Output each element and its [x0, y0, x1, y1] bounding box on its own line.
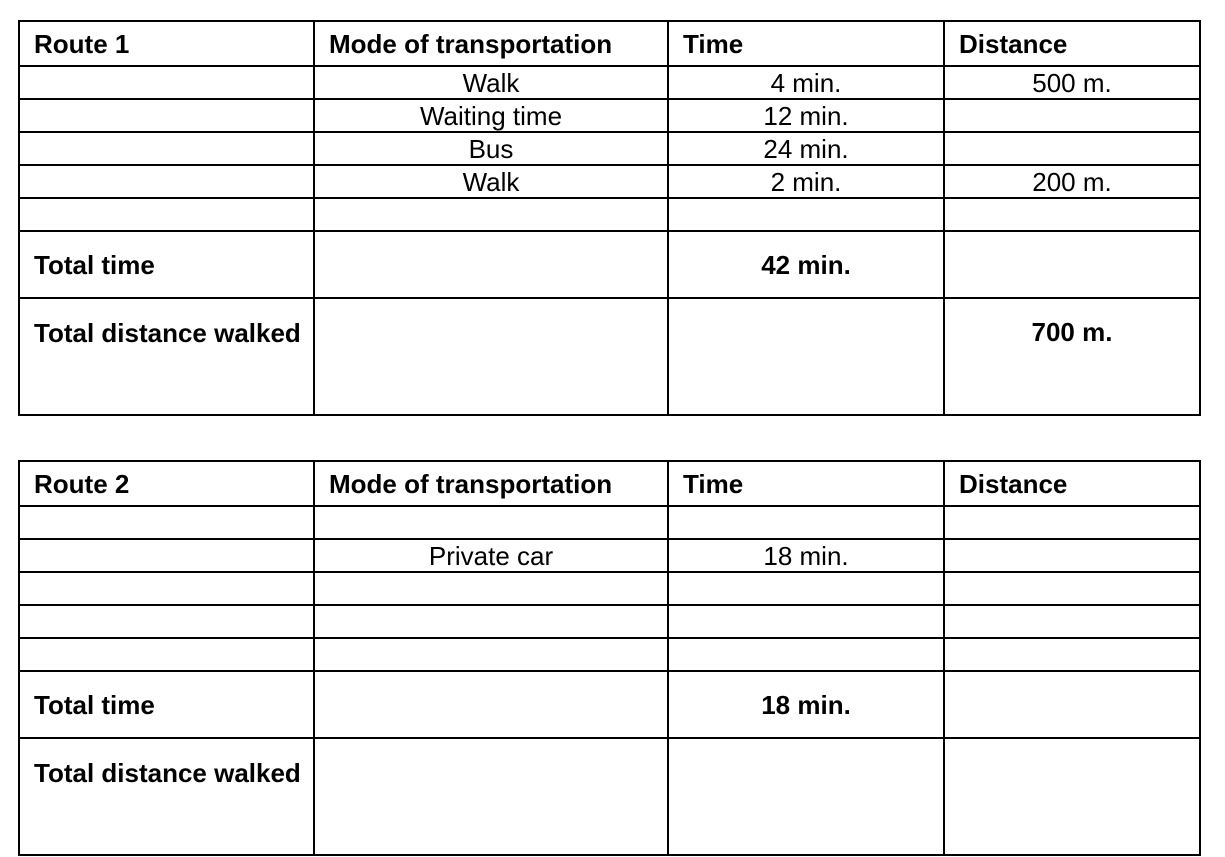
total-distance-value: [944, 738, 1200, 855]
mode-cell: Waiting time: [314, 99, 668, 132]
table-row: [19, 539, 1200, 572]
distance-cell: [944, 506, 1200, 539]
empty-cell: [19, 506, 314, 539]
distance-cell: [944, 99, 1200, 132]
time-cell: [668, 506, 944, 539]
total-distance-label: Total distance walked: [19, 298, 314, 415]
distance-cell: 200 m.: [944, 165, 1200, 198]
header-time: Time: [668, 21, 944, 66]
empty-cell: [668, 738, 944, 855]
empty-cell: [314, 298, 668, 415]
time-cell: [668, 638, 944, 671]
table-row: [19, 572, 1200, 605]
empty-cell: [19, 165, 314, 198]
table-row: [19, 66, 1200, 99]
header-row: [19, 21, 1200, 66]
empty-cell: [19, 605, 314, 638]
empty-cell: [19, 539, 314, 572]
empty-cell: [944, 231, 1200, 298]
table-row: [19, 605, 1200, 638]
time-cell: 2 min.: [668, 165, 944, 198]
table-row: [19, 165, 1200, 198]
mode-cell: [314, 506, 668, 539]
mode-cell: Walk: [314, 165, 668, 198]
table-row: [19, 99, 1200, 132]
time-cell: [668, 198, 944, 231]
empty-cell: [668, 298, 944, 415]
time-cell: 4 min.: [668, 66, 944, 99]
empty-cell: [19, 198, 314, 231]
empty-cell: [944, 671, 1200, 738]
empty-cell: [314, 671, 668, 738]
distance-cell: 500 m.: [944, 66, 1200, 99]
empty-cell: [19, 572, 314, 605]
time-cell: [668, 572, 944, 605]
empty-cell: [19, 132, 314, 165]
total-time-row: [19, 231, 1200, 298]
distance-cell: [944, 572, 1200, 605]
mode-cell: [314, 605, 668, 638]
mode-cell: Private car: [314, 539, 668, 572]
total-time-label: Total time: [19, 671, 314, 738]
total-distance-row: [19, 298, 1200, 415]
distance-cell: [944, 638, 1200, 671]
header-distance: Distance: [944, 461, 1200, 506]
time-cell: [668, 605, 944, 638]
empty-cell: [19, 66, 314, 99]
time-cell: 12 min.: [668, 99, 944, 132]
total-distance-label: Total distance walked: [19, 738, 314, 855]
header-mode: Mode of transportation: [314, 461, 668, 506]
total-distance-row: [19, 738, 1200, 855]
table-row: [19, 638, 1200, 671]
route-2-table: [18, 460, 1201, 856]
empty-cell: [314, 231, 668, 298]
empty-cell: [19, 99, 314, 132]
total-time-label: Total time: [19, 231, 314, 298]
route-title: Route 1: [19, 21, 314, 66]
total-time-value: 18 min.: [668, 671, 944, 738]
header-time: Time: [668, 461, 944, 506]
total-distance-value: 700 m.: [944, 298, 1200, 415]
empty-cell: [314, 738, 668, 855]
distance-cell: [944, 132, 1200, 165]
table-row: [19, 506, 1200, 539]
empty-cell: [19, 638, 314, 671]
route-1-table: [18, 20, 1201, 416]
total-time-value: 42 min.: [668, 231, 944, 298]
mode-cell: Walk: [314, 66, 668, 99]
mode-cell: [314, 638, 668, 671]
mode-cell: Bus: [314, 132, 668, 165]
header-row: [19, 461, 1200, 506]
route-title: Route 2: [19, 461, 314, 506]
table-row: [19, 198, 1200, 231]
header-distance: Distance: [944, 21, 1200, 66]
distance-cell: [944, 539, 1200, 572]
distance-cell: [944, 605, 1200, 638]
table-row: [19, 132, 1200, 165]
time-cell: 24 min.: [668, 132, 944, 165]
time-cell: 18 min.: [668, 539, 944, 572]
distance-cell: [944, 198, 1200, 231]
total-time-row: [19, 671, 1200, 738]
mode-cell: [314, 198, 668, 231]
mode-cell: [314, 572, 668, 605]
header-mode: Mode of transportation: [314, 21, 668, 66]
